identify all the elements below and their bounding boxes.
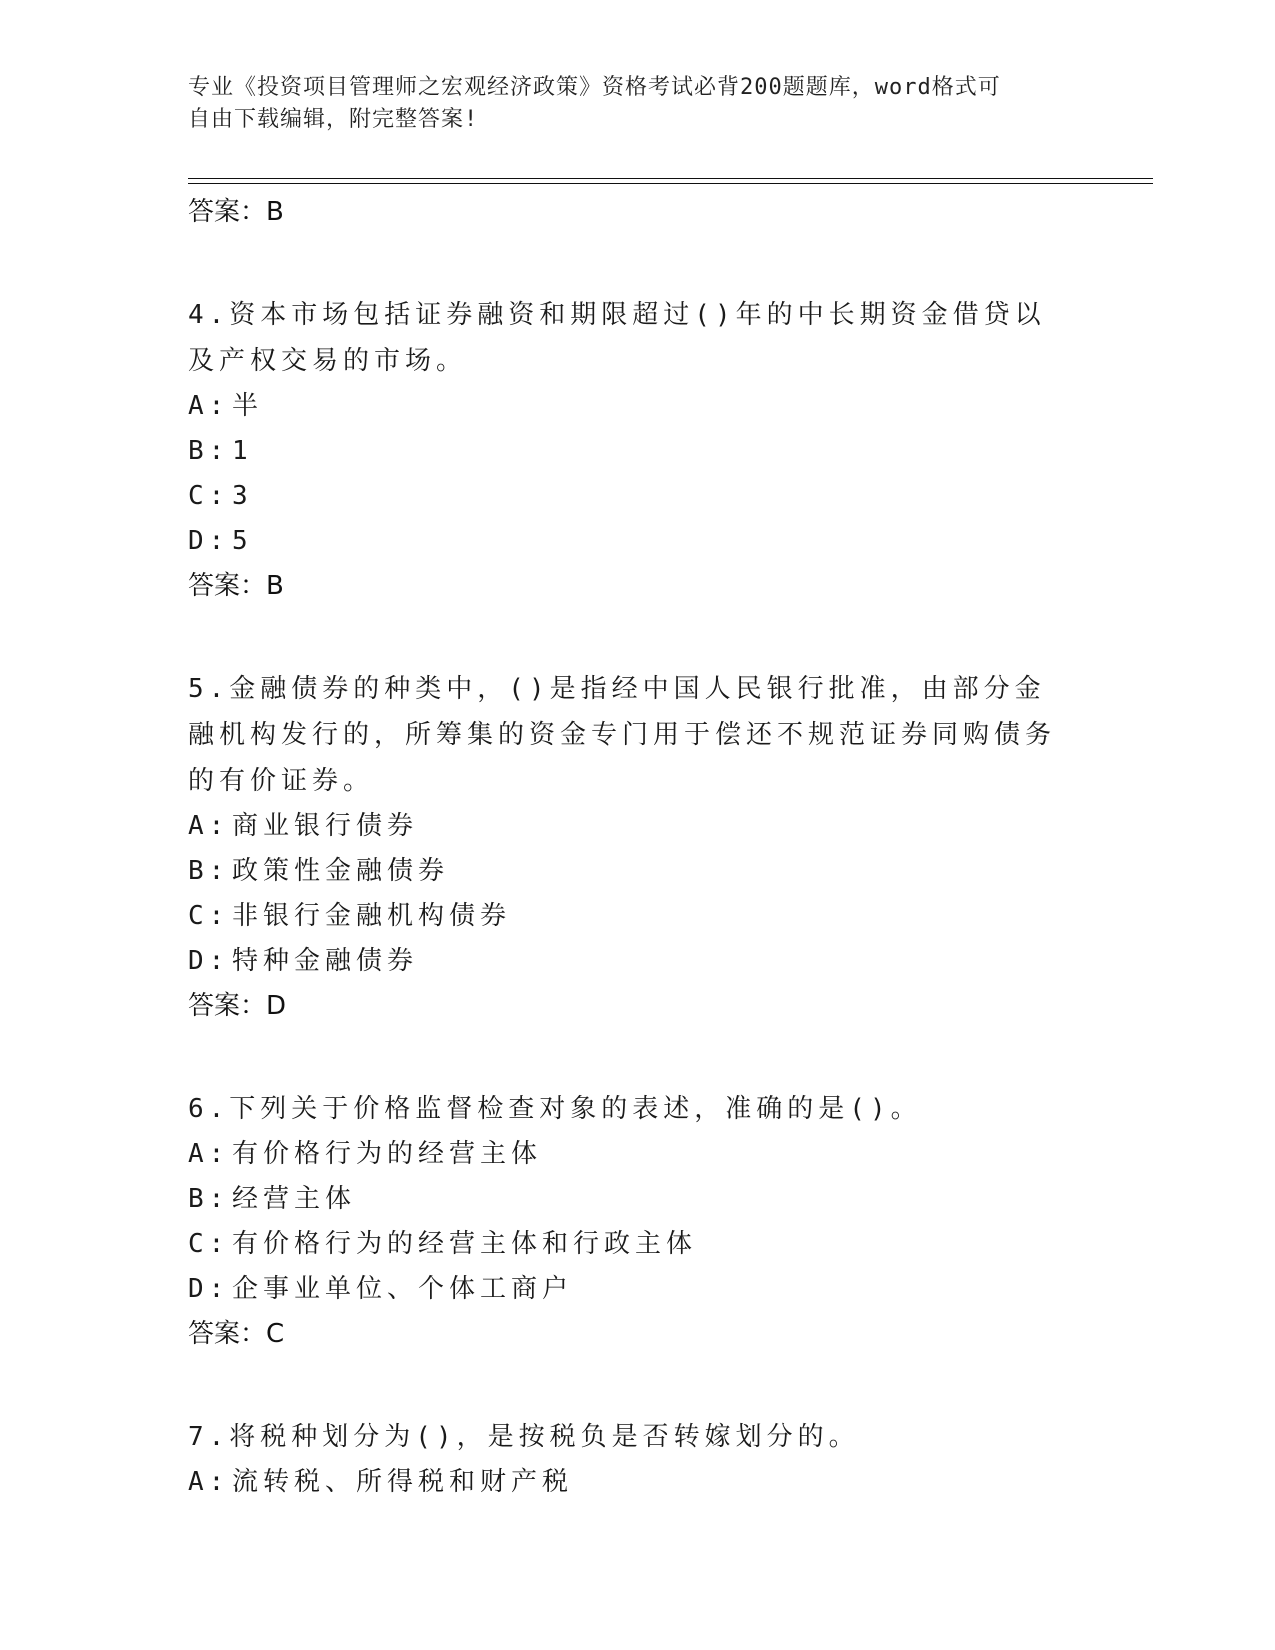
question-stem: 6.下列关于价格监督检查对象的表述，准确的是()。	[188, 1094, 922, 1124]
option-letter: C:	[188, 901, 230, 931]
document-header	[188, 72, 1068, 136]
question-stem: 7.将税种划分为()，是按税负是否转嫁划分的。	[188, 1422, 860, 1452]
option-text: 3	[232, 481, 253, 511]
option-b	[188, 429, 1068, 474]
option-c	[188, 894, 1068, 939]
option-text: 有价格行为的经营主体	[232, 1139, 543, 1169]
option-b	[188, 1177, 1068, 1222]
option-letter: A:	[188, 1139, 230, 1169]
question-list	[188, 190, 1068, 1505]
option-d	[188, 939, 1068, 984]
option-b	[188, 849, 1068, 894]
header-divider-bottom	[188, 183, 1153, 184]
option-letter: D:	[188, 526, 230, 556]
option-text: 经营主体	[232, 1184, 357, 1214]
option-letter: A:	[188, 811, 230, 841]
header-divider-top	[188, 178, 1153, 179]
option-letter: B:	[188, 856, 230, 886]
option-a	[188, 804, 1068, 849]
option-text: 有价格行为的经营主体和行政主体	[232, 1229, 698, 1259]
header-line-1: 专业《投资项目管理师之宏观经济政策》资格考试必背200题题库，word格式可	[188, 75, 1001, 100]
question-5	[188, 666, 1068, 1028]
option-letter: B:	[188, 436, 230, 466]
option-text: 商业银行债券	[232, 811, 419, 841]
option-letter: C:	[188, 1229, 230, 1259]
answer-line: 答案：D	[188, 991, 287, 1021]
question-6	[188, 1086, 1068, 1356]
option-text: 半	[232, 391, 264, 421]
option-letter: D:	[188, 946, 230, 976]
question-stem: 4.资本市场包括证券融资和期限超过()年的中长期资金借贷以及产权交易的市场。	[188, 300, 1046, 376]
previous-answer: 答案：B	[188, 197, 284, 227]
option-text: 企事业单位、个体工商户	[232, 1274, 574, 1304]
option-c	[188, 474, 1068, 519]
option-letter: B:	[188, 1184, 230, 1214]
option-a	[188, 1460, 1068, 1505]
option-d	[188, 519, 1068, 564]
option-letter: A:	[188, 391, 230, 421]
question-7	[188, 1414, 1068, 1505]
option-c	[188, 1222, 1068, 1267]
option-a	[188, 1132, 1068, 1177]
option-text: 政策性金融债券	[232, 856, 450, 886]
option-text: 流转税、所得税和财产税	[232, 1467, 574, 1497]
answer-line: 答案：B	[188, 571, 284, 601]
option-letter: D:	[188, 1274, 230, 1304]
option-letter: A:	[188, 1467, 230, 1497]
question-4	[188, 292, 1068, 608]
option-text: 5	[232, 526, 253, 556]
question-stem: 5.金融债券的种类中，()是指经中国人民银行批准，由部分金融机构发行的，所筹集的资金专门用于偿还不规范证券同购债务的有价证券。	[188, 674, 1057, 796]
option-a	[188, 384, 1068, 429]
answer-line: 答案：C	[188, 1319, 285, 1349]
option-d	[188, 1267, 1068, 1312]
option-text: 特种金融债券	[232, 946, 419, 976]
option-text: 1	[232, 436, 253, 466]
header-line-2: 自由下载编辑，附完整答案!	[188, 107, 479, 132]
option-letter: C:	[188, 481, 230, 511]
option-text: 非银行金融机构债券	[232, 901, 512, 931]
